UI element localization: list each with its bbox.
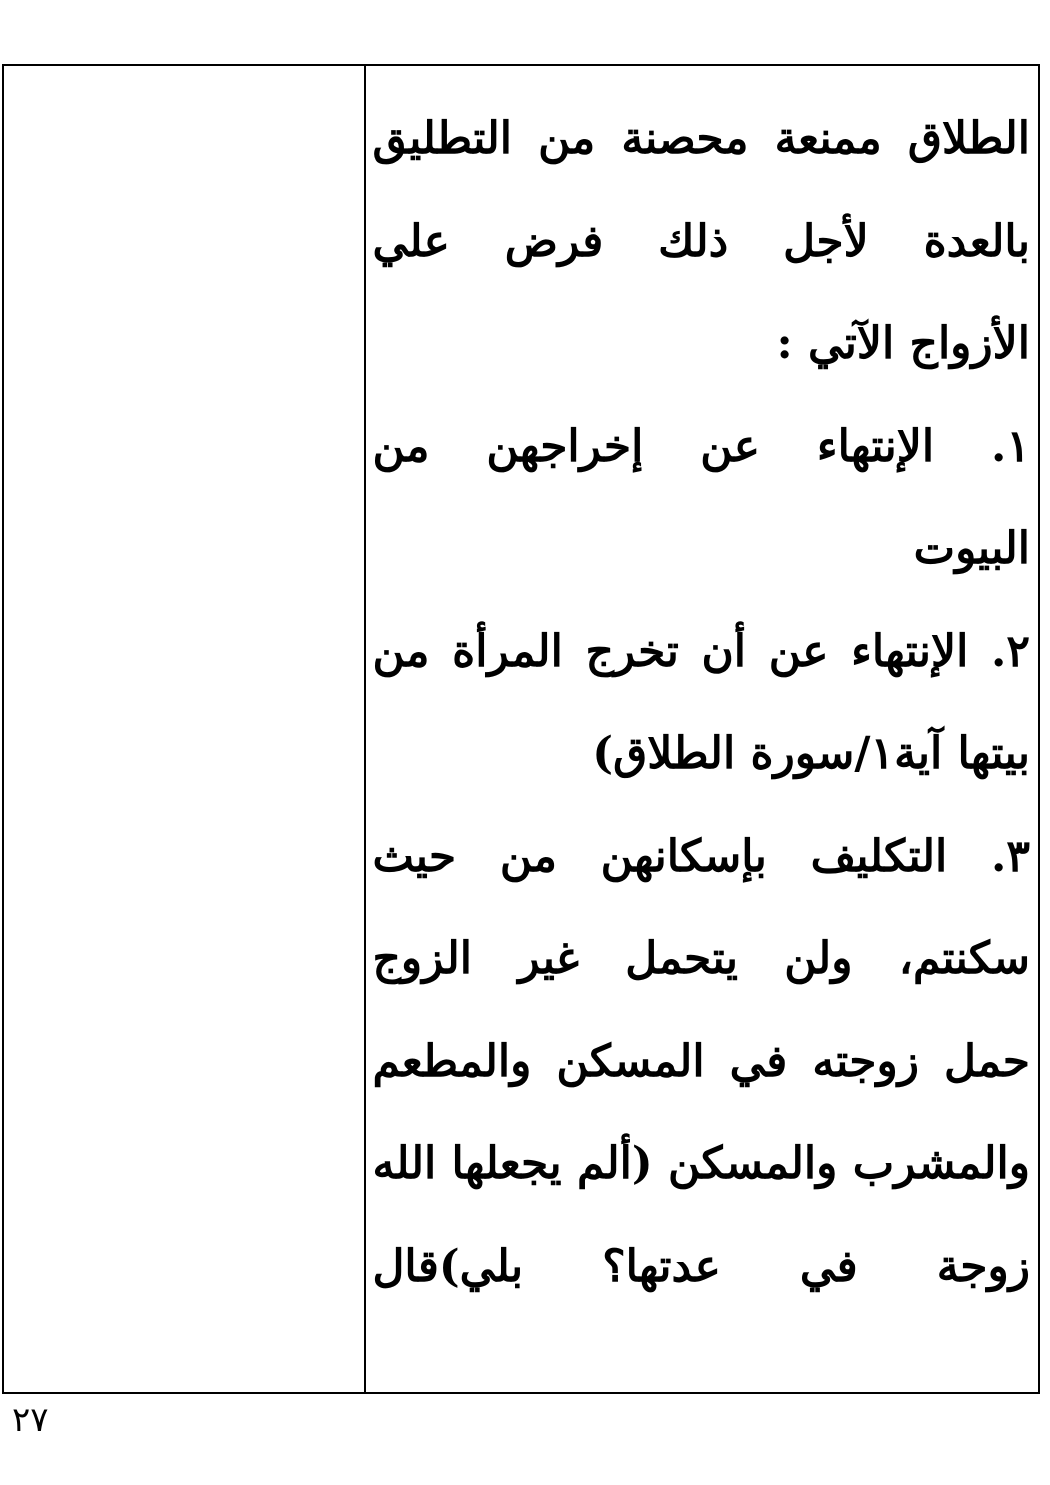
text-line: بيتها آية١/سورة الطلاق) bbox=[592, 728, 1030, 779]
text-line: ١. الإنتهاء عن إخراجهن من bbox=[372, 420, 1030, 472]
empty-left-column bbox=[4, 66, 366, 1392]
text-line: البيوت bbox=[913, 523, 1030, 574]
text-line: حمل زوجته في المسكن والمطعم bbox=[372, 1035, 1030, 1087]
text-line: زوجة في عدتها؟ بلي)قال bbox=[372, 1240, 1030, 1292]
text-line: والمشرب والمسكن (ألم يجعلها الله bbox=[372, 1138, 1030, 1189]
text-line: ٣. التكليف بإسكانهن من حيث bbox=[372, 830, 1030, 882]
text-line: بالعدة لأجل ذلك فرض علي bbox=[372, 215, 1030, 267]
text-column bbox=[366, 66, 1038, 1392]
text-line: ٢. الإنتهاء عن أن تخرج المرأة من bbox=[372, 625, 1030, 677]
text-line: الطلاق ممنعة محصنة من التطليق bbox=[372, 113, 1030, 164]
text-line: الأزواج الآتي : bbox=[776, 318, 1030, 369]
content-table bbox=[2, 64, 1040, 1394]
page-number: ٢٧ bbox=[12, 1400, 49, 1440]
text-line: سكنتم، ولن يتحمل غير الزوج bbox=[372, 933, 1030, 984]
